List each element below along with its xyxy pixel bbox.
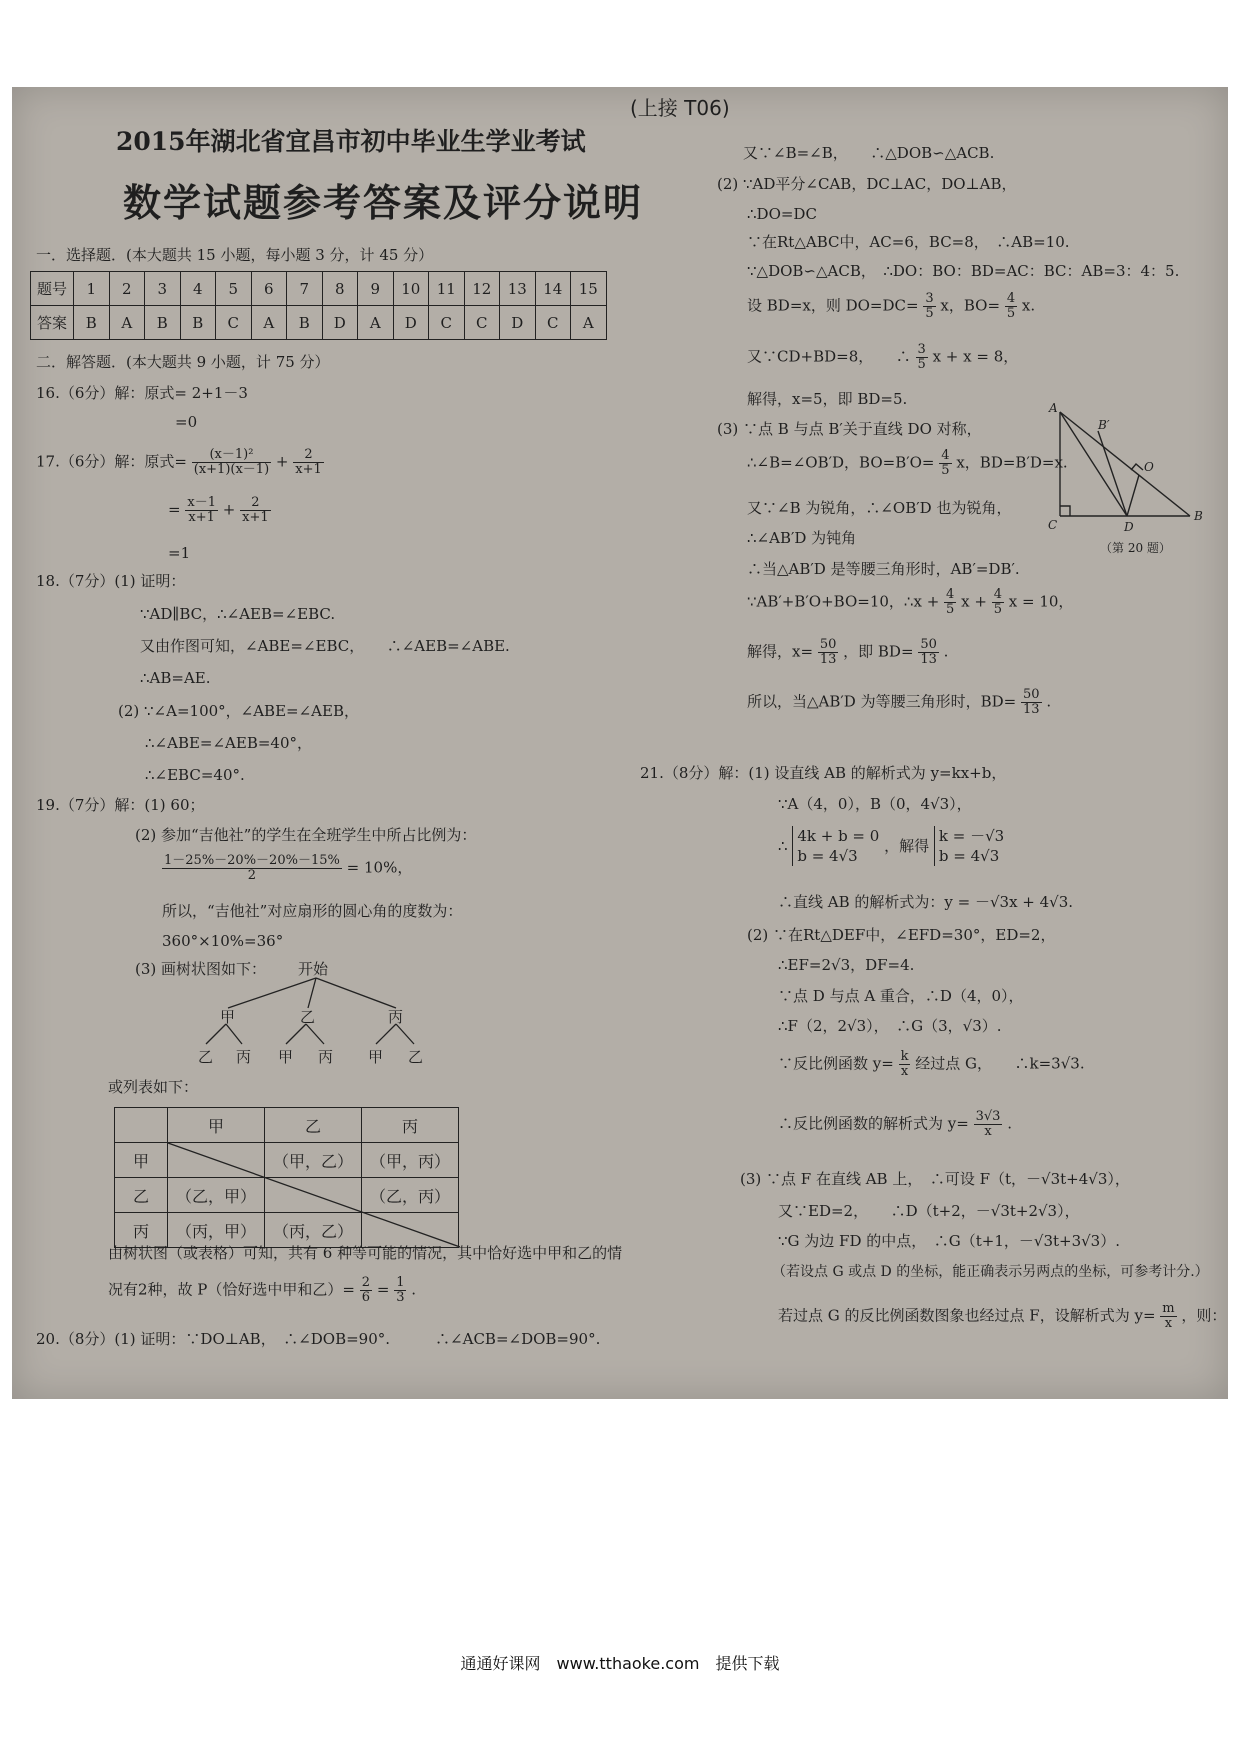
q17-lead: 17.（6分）解：原式= (36, 452, 187, 471)
answer-cell: D (500, 306, 536, 340)
fraction: $\frac{3}{5}$ (917, 342, 926, 372)
q20-line: ∵AB′+B′O+BO=10，∴x + $\frac{4}{5}$ x + $\frac{4}{5}$ x = 10， (747, 587, 1074, 617)
q21-line: ∵反比例函数 y= $\frac{k}{x}$ 经过点 G， ∴k=3√3. (778, 1049, 1085, 1079)
q17-result: =1 (168, 544, 191, 562)
question-number: 5 (216, 272, 252, 306)
q20-line: (2) ∵AD平分∠CAB，DC⊥AC，DO⊥AB， (717, 175, 1017, 193)
grid-header: 乙 (265, 1108, 362, 1143)
point-label: B′ (1098, 418, 1110, 432)
question-number: 10 (393, 272, 429, 306)
tree-leaf: 丙 (236, 1048, 252, 1066)
q21-line: （若设点 G 或点 D 的坐标，能正确表示另两点的坐标，可参考计分.） (772, 1264, 1209, 1280)
answer-row (31, 306, 607, 340)
grid-diagonal (114, 1107, 460, 1247)
q20-line: 解得，x= $\frac{50}{13}$ ，即 BD= $\frac{50}{13}$ . (747, 637, 949, 667)
answer-cell: A (109, 306, 145, 340)
fraction: $\frac{4}{5}$ (993, 587, 1002, 617)
q20-line: ∴DO=DC (747, 205, 817, 223)
q18-line: (2) ∵∠A=100°，∠ABE=∠AEB， (118, 702, 359, 720)
question-number: 12 (464, 272, 500, 306)
q21-line: 若过点 G 的反比例函数图象也经过点 F，设解析式为 y= $\frac{m}{x}$ ，则： (778, 1301, 1227, 1331)
point-label: O (1144, 460, 1154, 474)
q20-line: 设 BD=x，则 DO=DC= $\frac{3}{5}$ x，BO= $\frac{4}{5}$ x. (747, 291, 1036, 321)
question-number: 4 (180, 272, 216, 306)
q19-line4: 360°×10%=36° (162, 932, 284, 950)
answer-cell: C (216, 306, 252, 340)
tree-leaf: 甲 (368, 1048, 384, 1066)
q19-line5: (3) 画树状图如下： (135, 960, 267, 978)
q18-line: 18.（7分）(1) 证明： (36, 572, 186, 590)
q19-table-intro: 或列表如下： (108, 1078, 199, 1096)
q20-line: 又∵∠B 为锐角，∴∠OB′D 也为锐角， (747, 499, 1012, 517)
q19-line2: (2) 参加“吉他社”的学生在全班学生中所占比例为： (135, 826, 477, 844)
grid-header: 丙 (362, 1108, 459, 1143)
tree-node: 丙 (388, 1008, 404, 1026)
fraction: $\frac{k}{x}$ (900, 1049, 909, 1079)
section2-heading: 二．解答题．(本大题共 9 小题，计 75 分） (36, 353, 330, 371)
answer-cell: C (535, 306, 571, 340)
fraction: $\frac{\text{(x－1)²}}{(x+1)(x-1)}$ (193, 447, 270, 477)
probability-grid-wrapper (114, 1107, 460, 1247)
grid-row-label: 丙 (115, 1213, 168, 1248)
q21-line: 又∵ED=2， ∴D（t+2，－√3t+2√3）， (778, 1202, 1080, 1220)
q19-line3: 所以，“吉他社”对应扇形的圆心角的度数为： (162, 902, 463, 920)
q21-line: ∴反比例函数的解析式为 y= $\frac{3√3}{x}$ . (778, 1109, 1012, 1139)
fraction: $\frac{1}{3}$ (396, 1275, 405, 1305)
fraction: $\frac{2}{x+1}$ (242, 495, 269, 525)
grid-cell: （乙，丙） (362, 1178, 459, 1213)
point-label: A (1049, 401, 1058, 415)
q20-line: ∵△DOB∽△ACB， ∴DO：BO：BD=AC：BC：AB=3：4：5. (747, 262, 1180, 280)
q19-formula: $\frac{1-25\%-20\%-20\%-15\%}{2}$ = 10%， (164, 853, 413, 883)
fraction: $\frac{3}{5}$ (925, 291, 934, 321)
q21-line: ∴直线 AB 的解析式为：y = －√3x + 4√3. (778, 893, 1074, 911)
fraction: $\frac{2}{6}$ (361, 1275, 371, 1305)
question-number: 7 (287, 272, 323, 306)
q21-system: ∴ 4k + b = 0 b = 4√3 ，解得 k = －√3 b = 4√3 (778, 827, 1005, 865)
question-number: 15 (571, 272, 607, 306)
q18-line: 又由作图可知，∠ABE=∠EBC， ∴∠AEB=∠ABE. (140, 637, 510, 655)
q21-line: ∵点 D 与点 A 重合，∴D（4，0）， (778, 987, 1024, 1005)
q18-line: ∵AD∥BC，∴∠AEB=∠EBC. (140, 605, 336, 623)
q20-line: (3) ∵点 B 与点 B′关于直线 DO 对称， (717, 420, 982, 438)
q18-line: ∴AB=AE. (140, 669, 211, 687)
question-number: 2 (109, 272, 145, 306)
fraction: $\frac{4}{5}$ (1006, 291, 1016, 321)
q20-line: 所以，当△AB′D 为等腰三角形时，BD= $\frac{50}{13}$ . (747, 687, 1052, 717)
q21-line: (2) ∵在Rt△DEF中，∠EFD=30°，ED=2， (747, 926, 1056, 944)
q21-line: ∵A（4，0），B（0，4√3）， (778, 795, 972, 813)
tree-leaf: 乙 (408, 1048, 424, 1066)
answer-cell: B (145, 306, 181, 340)
question-number: 8 (322, 272, 358, 306)
question-number: 13 (500, 272, 536, 306)
fraction: $\frac{4}{5}$ (941, 448, 950, 478)
exam-title: 2015年湖北省宜昌市初中毕业生学业考试 (116, 127, 586, 156)
q20-figure (1040, 400, 1220, 565)
q17-line1: 17.（6分）解：原式= $\frac{\text{(x－1)²}}{(x+1)(x-1)}$ + $\frac{2}{x+1}$ (36, 447, 322, 477)
question-number: 3 (145, 272, 181, 306)
fraction: $\frac{m}{x}$ (1162, 1301, 1175, 1331)
q16-line1: 16.（6分）解：原式= 2+1－3 (36, 384, 248, 402)
grid-cell: （甲，乙） (265, 1143, 362, 1178)
fraction: $\frac{50}{13}$ (1023, 687, 1040, 717)
q19-conclusion1: 由树状图（或表格）可知，共有 6 种等可能的情况，其中恰好选中甲和乙的情 (108, 1244, 623, 1262)
document-title: 数学试题参考答案及评分说明 (123, 180, 644, 225)
row-label: 题号 (31, 272, 74, 306)
answer-cell: C (464, 306, 500, 340)
footer-source: 通通好课网 www.tthaoke.com 提供下载 (460, 1654, 780, 1673)
row-label: 答案 (31, 306, 74, 340)
answer-cell: A (571, 306, 607, 340)
grid-header: 甲 (168, 1108, 265, 1143)
q20-line: ∴当△AB′D 是等腰三角形时，AB′=DB′. (747, 560, 1020, 578)
grid-row-label: 甲 (115, 1143, 168, 1178)
answer-cell: A (251, 306, 287, 340)
grid-cell: （乙，甲） (168, 1178, 265, 1213)
answer-cell: B (287, 306, 323, 340)
point-label: C (1048, 518, 1058, 532)
figure-caption: （第 20 题） (1100, 541, 1171, 555)
answer-table (30, 271, 607, 340)
tree-root: 开始 (298, 960, 329, 978)
fraction: $\frac{4}{5}$ (946, 587, 955, 617)
answer-cell: D (393, 306, 429, 340)
question-number: 11 (429, 272, 465, 306)
q20-line: ∴∠B=∠OB′D，BO=B′O= $\frac{4}{5}$ x，BD=B′D=x. (747, 448, 1068, 478)
q20-line: ∵在Rt△ABC中，AC=6，BC=8， ∴AB=10. (747, 233, 1070, 251)
tree-diagram (180, 958, 480, 1070)
q16-line2: =0 (175, 413, 198, 431)
q19-line1: 19.（7分）解：(1) 60； (36, 796, 205, 814)
grid-cell: （甲，丙） (362, 1143, 459, 1178)
question-number: 14 (535, 272, 571, 306)
point-label: D (1124, 520, 1134, 534)
q17-line2: = $\frac{x-1}{x+1}$ + $\frac{2}{x+1}$ (168, 495, 269, 525)
continuation-note: (上接 T06) (630, 96, 730, 120)
number-row (31, 272, 607, 306)
q19-conclusion2: 况有2种，故 P（恰好选中甲和乙）= $\frac{2}{6}$ = $\frac{1}{3}$ . (108, 1275, 417, 1305)
q21-line: ∴F（2，2√3）， ∴G（3，√3）. (778, 1017, 1002, 1035)
tree-leaf: 乙 (198, 1048, 214, 1066)
q20-line: ∴∠AB′D 为钝角 (747, 529, 857, 547)
q20-line: 解得，x=5，即 BD=5. (747, 390, 908, 408)
tree-leaf: 丙 (318, 1048, 334, 1066)
question-number: 1 (74, 272, 110, 306)
fraction: $\frac{50}{13}$ (819, 637, 837, 667)
fraction: $\frac{3√3}{x}$ (975, 1109, 1001, 1139)
answer-cell: B (74, 306, 110, 340)
q18-line: ∴∠EBC=40°. (145, 766, 245, 784)
grid-cell: （丙，乙） (265, 1213, 362, 1248)
question-number: 6 (251, 272, 287, 306)
answer-cell: D (322, 306, 358, 340)
fraction: $\frac{50}{13}$ (920, 637, 937, 667)
tree-leaf: 甲 (278, 1048, 294, 1066)
q20-line: 又∵CD+BD=8， ∴ $\frac{3}{5}$ x + x = 8， (747, 342, 1019, 372)
q21-line: ∵G 为边 FD 的中点， ∴G（t+1，－√3t+3√3）. (778, 1232, 1120, 1250)
q21-line: ∴EF=2√3，DF=4. (778, 956, 915, 974)
section1-heading: 一．选择题．(本大题共 15 小题，每小题 3 分，计 45 分） (36, 246, 434, 264)
fraction: $\frac{1-25\%-20\%-20\%-15\%}{2}$ (164, 853, 340, 883)
q20-start: 20.（8分）(1) 证明：∵DO⊥AB， ∴∠DOB=90°. ∴∠ACB=∠DOB=90°. (36, 1330, 601, 1348)
fraction: $\frac{2}{x+1}$ (295, 447, 322, 477)
q21-line: (3) ∵点 F 在直线 AB 上， ∴可设 F（t，－√3t+4√3）， (740, 1170, 1130, 1188)
grid-row-label: 乙 (115, 1178, 168, 1213)
answer-cell: B (180, 306, 216, 340)
answer-cell: C (429, 306, 465, 340)
fraction: $\frac{x-1}{x+1}$ (187, 495, 216, 525)
q20-line: 又∵∠B=∠B， ∴△DOB∽△ACB. (743, 144, 995, 162)
tree-node: 甲 (220, 1008, 236, 1026)
answer-cell: A (358, 306, 394, 340)
question-number: 9 (358, 272, 394, 306)
point-label: B (1194, 509, 1203, 523)
q18-line: ∴∠ABE=∠AEB=40°， (145, 734, 313, 752)
tree-node: 乙 (300, 1008, 316, 1026)
grid-cell: （丙，甲） (168, 1213, 265, 1248)
q21-line: 21.（8分）解：(1) 设直线 AB 的解析式为 y=kx+b， (640, 764, 1007, 782)
